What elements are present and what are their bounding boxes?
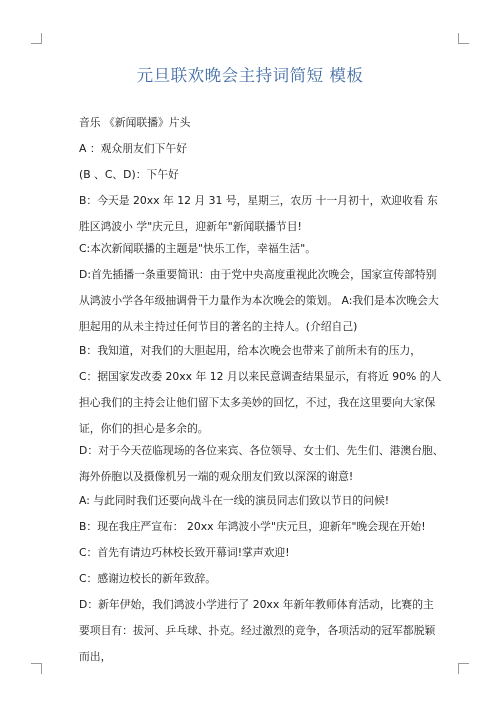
paragraph-line: B：我知道，对我们的大胆起用，给本次晚会也带来了前所未有的压力， (79, 344, 422, 357)
paragraph-line: C：首先有请边巧林校长致开幕词!掌声欢迎! (79, 546, 290, 559)
paragraph-line: C：据国家发改委 20xx 年 12 月以来民意调查结果显示，有将近 90% 的人担心我们的主持会让他们留下太多美妙的回忆，不过，我在这里要向大家保证，你们的担心是多余的。 (79, 370, 442, 435)
document-title: 元旦联欢晚会主持词简短 模板 (136, 66, 364, 85)
crop-mark-top-left (31, 33, 42, 44)
paragraph-line: A ：观众朋友们下午好 (79, 142, 187, 155)
crop-mark-top-right (458, 33, 469, 44)
paragraph-line: D：对于今天莅临现场的各位来宾、各位领导、女士们、先生们、港澳台胞、海外侨胞以及摄像机另一端的观众朋友们致以深深的谢意! (79, 444, 444, 483)
paragraph-line: C:本次新闻联播的主题是"快乐工作，幸福生活"。 (79, 242, 317, 255)
paragraph-line: D:首先插播一条重要简讯：由于党中央高度重视此次晚会，国家宣传部特别从鸿波小学各年级抽调骨干力量作为本次晚会的策划。 A:我们是本次晚会大胆起用的从未主持过任何节目的著名的主持人。(介绍自己) (79, 268, 439, 333)
paragraph-line: A: 与此同时我们还要向战斗在一线的演员同志们致以节日的问候! (79, 494, 390, 507)
paragraph-line: B：现在我庄严宣布： 20xx 年鸿波小学"庆元旦，迎新年"晚会现在开始! (79, 520, 426, 533)
crop-mark-bottom-left (31, 663, 42, 674)
paragraph-line: B：今天是 20xx 年 12 月 31 号，星期三，农历 十一月初十，欢迎收看 东胜区鸿波小 学"庆元旦，迎新年"新闻联播节目! (79, 194, 438, 233)
paragraph-line: D：新年伊始，我们鸿波小学进行了 20xx 年新年教师体育活动，比赛的主要项目有：拔河、乒乓球、扑克。经过激烈的竞争，各项活动的冠军都脱颖而出， (79, 598, 436, 663)
paragraph-line: C：感谢边校长的新年致辞。 (79, 572, 217, 585)
crop-mark-bottom-right (458, 663, 469, 674)
paragraph-line: (B 、C、D)：下午好 (79, 168, 179, 181)
paragraph-music-intro: 音乐 《新闻联播》片头 (79, 116, 191, 129)
